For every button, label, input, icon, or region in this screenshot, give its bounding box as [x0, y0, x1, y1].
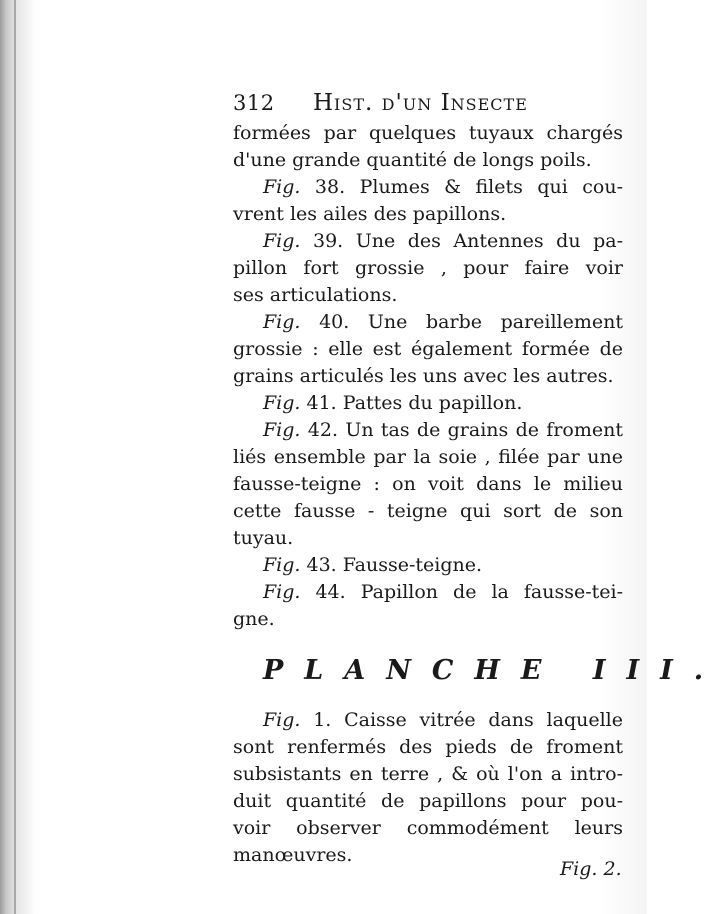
text-line: pillon fort grossie , pour faire voir: [233, 257, 623, 279]
book-gutter: [0, 0, 34, 914]
fig-number: 38.: [300, 176, 346, 198]
catchword: Fig. 2.: [560, 858, 622, 880]
text-line: gne.: [233, 608, 275, 630]
figure-caption-line: [233, 174, 623, 201]
fig-label: Fig.: [263, 554, 301, 576]
caption-text: Papillon de la fausse-tei-: [345, 581, 623, 603]
caption-text: Pattes du papillon.: [336, 392, 523, 414]
running-title: Hist. d'un Insecte: [313, 90, 528, 116]
text-line: d'une grande quantité de longs poils.: [233, 149, 592, 171]
section-heading: PLANCHE III.: [263, 655, 724, 686]
caption-text: Une des Antennes du pa-: [343, 230, 623, 252]
figure-caption-line: [233, 228, 623, 255]
caption-text: Fausse-teigne.: [336, 554, 483, 576]
figure-caption-line: [233, 579, 623, 606]
fig-number: 41.: [300, 392, 337, 414]
text-line: vrent les ailes des papillons.: [233, 203, 507, 225]
figure-caption-line: [233, 707, 623, 734]
fig-label: Fig.: [263, 419, 301, 441]
gutter-shadow: [14, 0, 16, 914]
figure-caption-line: [233, 552, 623, 579]
fig-label: Fig.: [263, 176, 301, 198]
fig-number: 40.: [300, 311, 350, 333]
fig-label: Fig.: [263, 392, 301, 414]
text-line: formées par quelques tuyaux chargés: [233, 122, 623, 144]
figure-caption-line: [233, 417, 623, 444]
text-line: grossie : elle est également formée de: [233, 338, 623, 360]
text-line: duit quantité de papillons pour pou-: [233, 790, 623, 812]
fig-label: Fig.: [263, 230, 301, 252]
text-line: subsistants en terre , & où l'on a intro-: [233, 763, 623, 785]
figure-caption-line: [233, 309, 623, 336]
text-line: ses articulations.: [233, 284, 398, 306]
figure-caption-line: [233, 390, 623, 417]
fig-number: 1.: [300, 709, 332, 731]
text-line: liés ensemble par la soie , filée par une: [233, 446, 623, 468]
fig-number: 44.: [300, 581, 346, 603]
fig-label: Fig.: [263, 581, 301, 603]
text-line: grains articulés les uns avec les autres.: [233, 365, 614, 387]
text-line: cette fausse - teigne qui sort de son: [233, 500, 623, 522]
text-line: fausse-teigne : on voit dans le milieu: [233, 473, 623, 495]
caption-text: Un tas de grains de froment: [338, 419, 623, 441]
page-number: 312: [233, 91, 275, 115]
fig-label: Fig.: [263, 311, 301, 333]
caption-text: Caisse vitrée dans laquelle: [331, 709, 623, 731]
fig-number: 43.: [300, 554, 337, 576]
text-line: manœuvres.: [233, 844, 353, 866]
page-content: [233, 88, 724, 869]
text-line: voir observer commodément leurs: [233, 817, 623, 839]
fig-label: Fig.: [263, 709, 301, 731]
page-header: [233, 88, 623, 118]
text-line: tuyau.: [233, 527, 294, 549]
fig-number: 39.: [300, 230, 344, 252]
caption-text: Une barbe pareillement: [349, 311, 623, 333]
fig-number: 42.: [300, 419, 338, 441]
text-line: sont renfermés des pieds de froment: [233, 736, 623, 758]
caption-text: Plumes & filets qui cou-: [345, 176, 623, 198]
